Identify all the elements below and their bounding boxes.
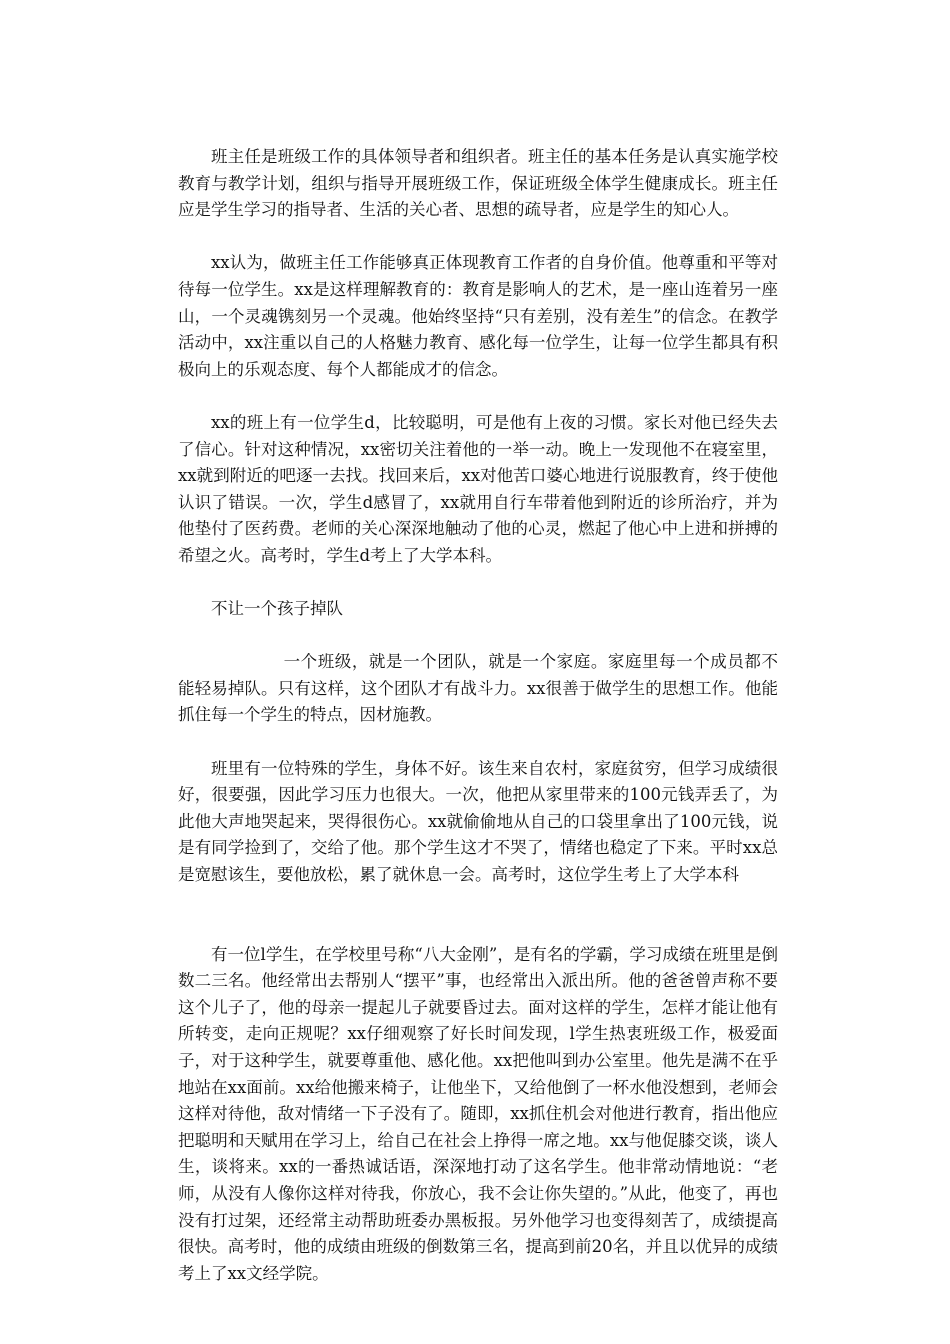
paragraph-head-teacher-role: 班主任是班级工作的具体领导者和组织者。班主任的基本任务是认真实施学校教育与教学计划，组织与指导开展班级工作，保证班级全体学生健康成长。班主任应是学生学习的指导者、生活的关心者、思想的疏导者，应是学生的知心人。 [178, 147, 778, 220]
paragraph-student-l: 有一位l学生，在学校里号称“八大金刚”，是有名的学霸，学习成绩在班里是倒数二三名。他经常出去帮别人“摆平”事，也经常出入派出所。他的爸爸曾声称不要这个儿子了，他的母亲一提起儿子就要昏过去。面对这样的学生，怎样才能让他有所转变，走向正规呢？xx仔细观察了好长时间发现，l学生热衷班级工作，极爱面子，对于这种学生，就要尊重他、感化他。xx把他叫到办公室里。他先是满不在乎地站在xx面前。xx给他搬来椅子，让他坐下，又给他倒了一杯水他没想到，老师会这样对待他，敌对情绪一下子没有了。随即，xx抓住机会对他进行教育，指出他应把聪明和天赋用在学习上，给自己在社会上挣得一席之地。xx与他促膝交谈，谈人生，谈将来。xx的一番热诚话语，深深地打动了这名学生。他非常动情地说：“老师，从没有人像你这样对待我，你放心，我不会让你失望的。”从此，他变了，再也没有打过架，还经常主动帮助班委办黑板报。另外他学习也变得刻苦了，成绩提高很快。高考时，他的成绩由班级的倒数第三名，提高到前20名，并且以优异的成绩考上了xx文经学院。 [178, 944, 778, 1283]
paragraph-student-d: xx的班上有一位学生d，比较聪明，可是他有上夜的习惯。家长对他已经失去了信心。针对这种情况，xx密切关注着他的一举一动。晚上一发现他不在寝室里，xx就到附近的吧逐一去找。找回来后，xx对他苦口婆心地进行说服教育，终于使他认识了错误。一次，学生d感冒了，xx就用自行车带着他到附近的诊所治疗，并为他垫付了医药费。老师的关心深深地触动了他的心灵，燃起了他心中上进和拼搏的希望之火。高考时，学生d考上了大学本科。 [178, 412, 778, 565]
section-heading: 不让一个孩子掉队 [211, 599, 343, 619]
paragraph-special-student: 班里有一位特殊的学生，身体不好。该生来自农村，家庭贫穷，但学习成绩很好，很要强，因此学习压力也很大。一次，他把从家里带来的100元钱弄丢了，为此他大声地哭起来，哭得很伤心。xx就偷偷地从自己的口袋里拿出了100元钱，说是有同学捡到了，交给了他。那个学生这才不哭了，情绪也稳定了下来。平时xx总是宽慰该生，要他放松，累了就休息一会。高考时，这位学生考上了大学本科 [178, 758, 778, 885]
document-body [178, 144, 778, 1287]
paragraph-teaching-philosophy: xx认为，做班主任工作能够真正体现教育工作者的自身价值。他尊重和平等对待每一位学生。xx是这样理解教育的：教育是影响人的艺术，是一座山连着另一座山，一个灵魂镌刻另一个灵魂。他始终坚持“只有差别，没有差生”的信念。在教学活动中，xx注重以自己的人格魅力教育、感化每一位学生，让每一位学生都具有积极向上的乐观态度、每个人都能成才的信念。 [178, 253, 778, 379]
paragraph-team: 一个班级，就是一个团队，就是一个家庭。家庭里每一个成员都不能轻易掉队。只有这样，这个团队才有战斗力。xx很善于做学生的思想工作。他能抓住每一个学生的特点，因材施教。 [178, 652, 778, 725]
